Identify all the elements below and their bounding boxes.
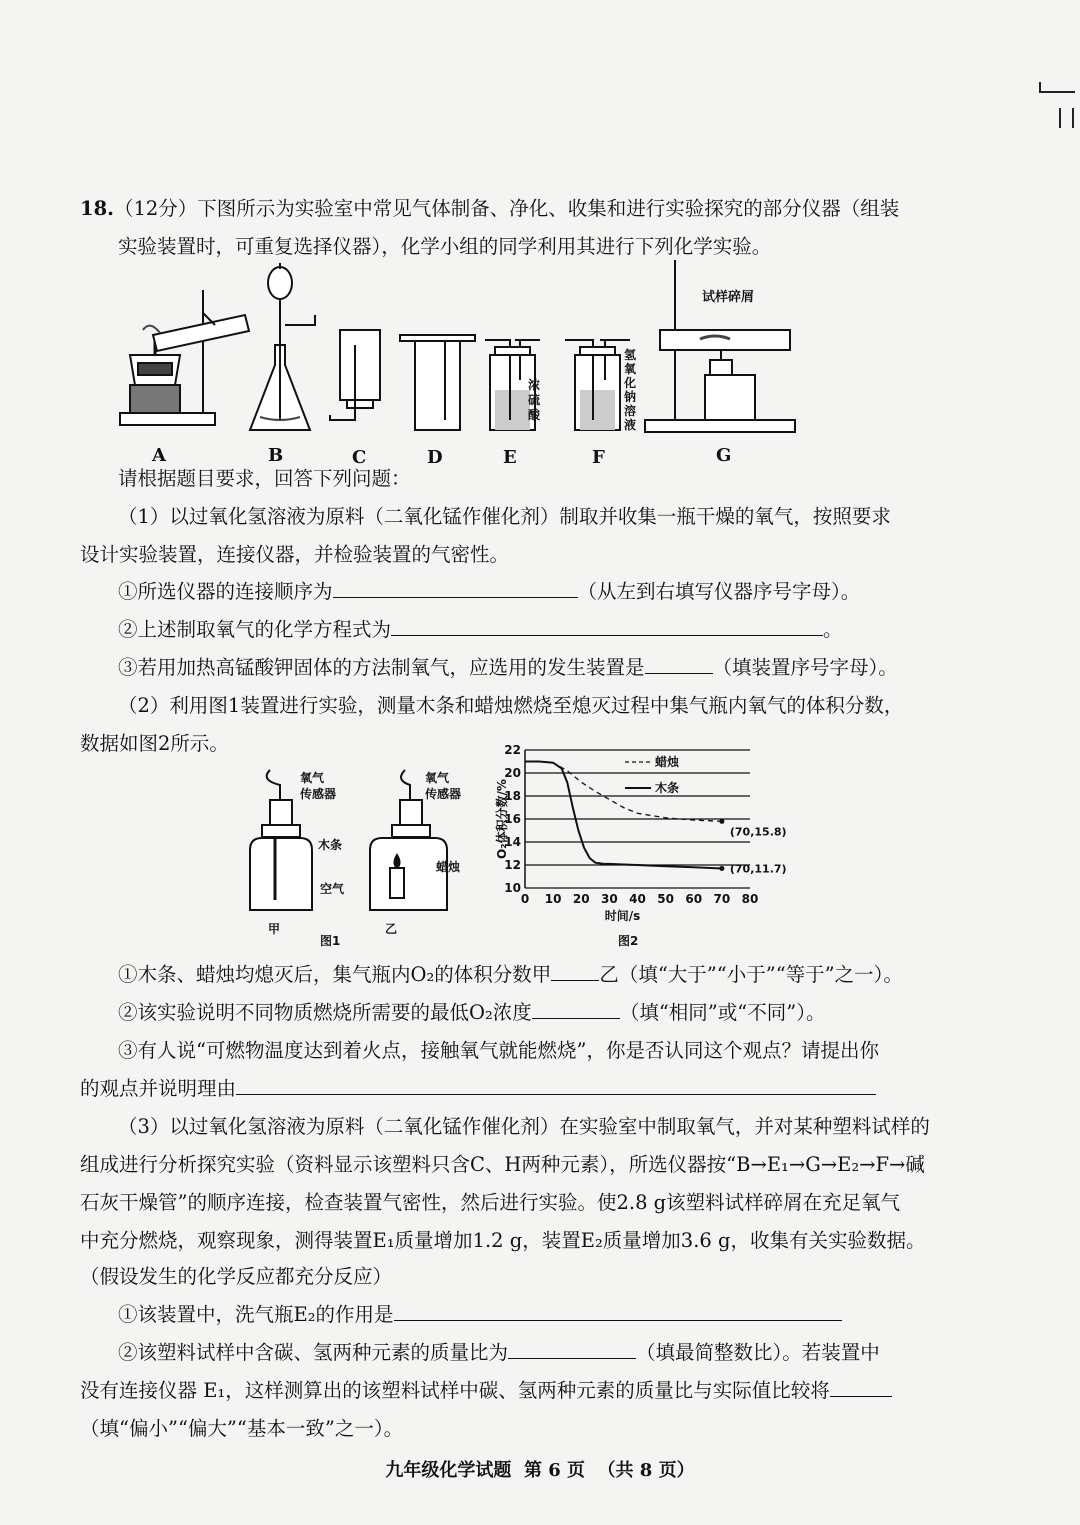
fig1-left-name: 甲 <box>268 922 281 936</box>
apparatus-c-icon <box>330 330 380 420</box>
part1-q3-suffix: （填装置序号字母）。 <box>712 656 898 679</box>
label-c: C <box>352 447 367 468</box>
part2-q3-line-1: ③有人说“可燃物温度达到着火点，接触氧气就能燃烧”，你是否认同这个观点？请提出你 <box>118 1039 879 1062</box>
part1-q1-suffix: （从左到右填写仪器序号字母）。 <box>577 580 861 603</box>
x-tick-label: 60 <box>685 892 703 906</box>
apparatus-d-icon <box>400 335 475 430</box>
question-intro <box>80 196 899 222</box>
fig1-stick-label: 木条 <box>318 838 343 852</box>
part3-line-3: 石灰干燥管”的顺序连接，检查装置气密性，然后进行实验。使2.8 g该塑料试样碎屑在充足氧气 <box>80 1191 901 1214</box>
part3-q2-line-3: （填“偏小”“偏大”“基本一致”之一）。 <box>80 1417 404 1440</box>
part3-line-2: 组成进行分析探究实验（资料显示该塑料只含C、H两种元素），所选仪器按“B→E₁→G→E₂→F→碱 <box>80 1153 925 1176</box>
part1-line-1: （1）以过氧化氢溶液为原料（二氧化锰作催化剂）制取并收集一瓶干燥的氧气，按照要求 <box>118 505 891 528</box>
x-tick-label: 80 <box>741 892 759 906</box>
part1-q1 <box>118 579 860 605</box>
annotation-label: (70,15.8) <box>729 825 787 839</box>
apparatus-a-icon <box>120 290 249 425</box>
part3-q2-line-2 <box>80 1378 892 1404</box>
page-footer: 九年级化学试题 第 6 页 （共 8 页） <box>385 1460 695 1481</box>
part3-q2-line2-text: 没有连接仪器 E₁，这样测算出的该塑料试样中碳、氢两种元素的质量比与实际值比较将 <box>80 1379 830 1402</box>
part1-q2-text: ②上述制取氧气的化学方程式为 <box>118 618 392 641</box>
x-axis-label: 时间/s <box>604 909 641 923</box>
part3-line-5: （假设发生的化学反应都充分反应） <box>80 1265 393 1288</box>
question-intro-line-2: 实验装置时，可重复选择仪器），化学小组的同学利用其进行下列化学实验。 <box>118 235 772 258</box>
part1-line-2: 设计实验装置，连接仪器，并检验装置的气密性。 <box>80 543 510 566</box>
x-tick-label: 20 <box>572 892 590 906</box>
y-tick-label: 22 <box>504 743 521 757</box>
y-tick-label: 10 <box>504 881 521 895</box>
y-tick-label: 18 <box>504 789 521 803</box>
part3-q2-suffix: （填最简整数比）。若装置中 <box>636 1341 880 1364</box>
fig1-air-label: 空气 <box>320 882 345 896</box>
fig1-sensor-label-right <box>425 770 461 802</box>
part3-q2 <box>118 1340 880 1366</box>
part3-q1-text: ①该装置中，洗气瓶E₂的作用是 <box>118 1303 394 1326</box>
answer-blank-1-2[interactable] <box>391 617 823 636</box>
part2-q2-text: ②该实验说明不同物质燃烧所需要的最低O₂浓度 <box>118 1001 532 1024</box>
y-tick-label: 20 <box>504 766 521 780</box>
part1-q2 <box>118 617 843 643</box>
figure-2-chart <box>490 738 790 948</box>
x-tick-label: 40 <box>629 892 646 906</box>
apparatus-f-icon <box>565 340 630 430</box>
question-intro-line-1: （12分）下图所示为实验室中常见气体制备、净化、收集和进行实验探究的部分仪器（组装 <box>113 197 900 220</box>
part2-q1-suffix: 乙（填“大于”“小于”“等于”之一）。 <box>599 963 903 986</box>
annotation-label: (70,11.7) <box>729 862 787 876</box>
annotation-point <box>719 819 724 824</box>
y-tick-label: 12 <box>504 858 521 872</box>
label-b: B <box>268 445 284 466</box>
label-d: D <box>427 447 443 468</box>
answer-blank-2-2[interactable] <box>532 1000 620 1019</box>
label-g: G <box>716 445 732 466</box>
g-sample-label: 试样碎屑 <box>702 290 755 305</box>
part3-q1 <box>118 1302 842 1328</box>
fig2-caption: 图2 <box>618 934 639 948</box>
apparatus-b-icon <box>250 263 315 430</box>
part2-q1 <box>118 962 903 988</box>
f-liquid-label: 氢氧化钠溶液 <box>624 348 637 432</box>
answer-blank-1-3[interactable] <box>645 655 713 674</box>
part2-line-2: 数据如图2所示。 <box>80 732 229 755</box>
series-line-stick <box>525 762 722 869</box>
answer-blank-3-1[interactable] <box>394 1302 842 1321</box>
legend-label: 蜡烛 <box>655 755 680 769</box>
part2-line-1: （2）利用图1装置进行实验，测量木条和蜡烛燃烧至熄灭过程中集气瓶内氧气的体积分数， <box>118 694 904 717</box>
fig1-sensor-text-1: 氧气 <box>300 771 325 785</box>
label-f: F <box>592 447 605 468</box>
x-tick-label: 70 <box>713 892 731 906</box>
fig1-right-name: 乙 <box>385 922 398 936</box>
fig1-candle-label: 蜡烛 <box>436 860 461 874</box>
legend-label: 木条 <box>655 781 680 795</box>
part3-line-4: 中充分燃烧，观察现象，测得装置E₁质量增加1.2 g，装置E₂质量增加3.6 g，收集有关实验数据。 <box>80 1229 926 1252</box>
question-number: 18. <box>80 197 114 220</box>
fig1-sensor-text-4: 传感器 <box>425 787 462 801</box>
series-line-candle <box>525 762 722 822</box>
part2-q3-line-2 <box>80 1076 876 1102</box>
annotation-point <box>719 866 724 871</box>
y-tick-label: 16 <box>504 812 521 826</box>
x-tick-label: 50 <box>657 892 674 906</box>
fig1-sensor-text-3: 氧气 <box>425 771 450 785</box>
answer-blank-3-2[interactable] <box>508 1340 636 1359</box>
e-liquid-label: 浓硫酸 <box>528 378 541 422</box>
x-tick-label: 10 <box>544 892 562 906</box>
binding-mark <box>1030 70 1080 130</box>
answer-blank-2-1[interactable] <box>551 962 599 981</box>
part2-q2 <box>118 1000 825 1026</box>
part1-q3 <box>118 655 898 681</box>
label-a: A <box>152 445 166 466</box>
part1-q2-suffix: 。 <box>823 618 843 641</box>
answer-blank-3-3[interactable] <box>830 1378 892 1397</box>
part3-q2-text: ②该塑料试样中含碳、氢两种元素的质量比为 <box>118 1341 509 1364</box>
answer-blank-2-3[interactable] <box>236 1076 876 1095</box>
instructions: 请根据题目要求，回答下列问题： <box>118 467 411 490</box>
part2-q2-suffix: （填“相同”或“不同”）。 <box>619 1001 826 1024</box>
y-tick-label: 14 <box>504 835 521 849</box>
part2-q3-text: 的观点并说明理由 <box>80 1077 237 1100</box>
part1-q1-text: ①所选仪器的连接顺序为 <box>118 580 333 603</box>
fig1-sensor-label-left <box>300 770 336 802</box>
answer-blank-1-1[interactable] <box>333 579 578 598</box>
fig1-caption: 图1 <box>320 934 341 948</box>
x-tick-label: 0 <box>520 892 530 906</box>
part3-line-1: （3）以过氧化氢溶液为原料（二氧化锰作催化剂）在实验室中制取氧气，并对某种塑料试样的 <box>118 1115 930 1138</box>
label-e: E <box>503 447 517 468</box>
x-tick-label: 30 <box>601 892 618 906</box>
part2-q1-text: ①木条、蜡烛均熄灭后，集气瓶内O₂的体积分数甲 <box>118 963 552 986</box>
fig1-sensor-text-2: 传感器 <box>300 787 337 801</box>
part1-q3-text: ③若用加热高锰酸钾固体的方法制氧气，应选用的发生装置是 <box>118 656 645 679</box>
y-axis-label: O₂体积分数/% <box>495 779 509 859</box>
